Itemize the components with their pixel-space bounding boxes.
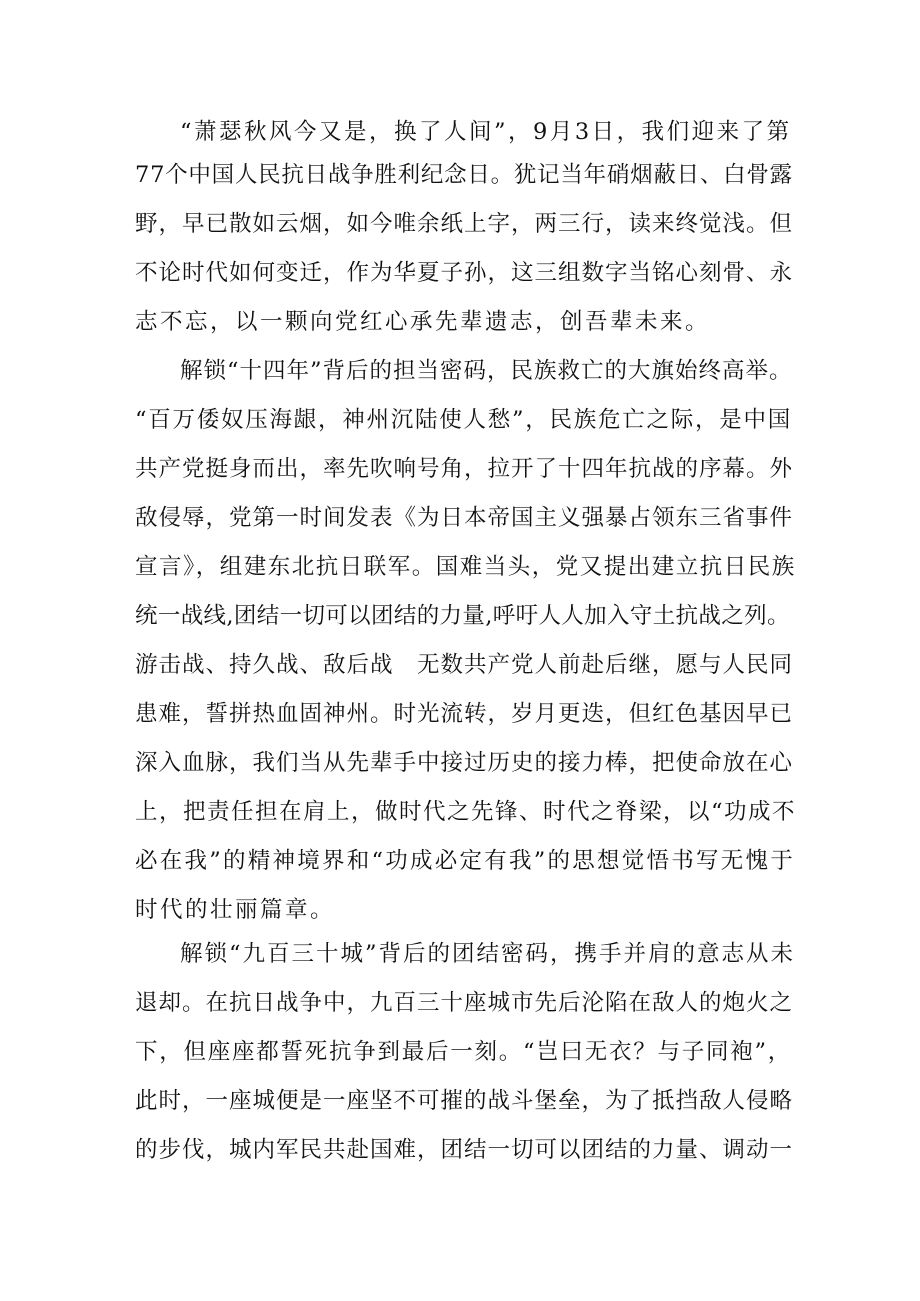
paragraph-1-line-3: 野，早已散如云烟，如今唯余纸上字，两三行，读来终觉浅。但	[135, 211, 794, 237]
paragraph-2-line-9: 深入血脉，我们当从先辈手中接过历史的接力棒，把使命放在心	[135, 750, 794, 776]
paragraph-1-line-2: 77个中国人民抗日战争胜利纪念日。犹记当年硝烟蔽日、白骨露	[135, 162, 793, 188]
paragraph-2-line-11: 必在我”的精神境界和“功成必定有我”的思想觉悟书写无愧于	[135, 848, 796, 874]
paragraph-2-line-3: 共产党挺身而出，率先吹响号角，拉开了十四年抗战的序幕。外	[135, 456, 794, 482]
paragraph-2-line-6: 统一战线,团结一切可以团结的力量,呼吁人人加入守土抗战之列。	[135, 603, 790, 629]
paragraph-2-line-10: 上，把责任担在肩上，做时代之先锋、时代之脊梁，以“功成不	[135, 799, 797, 825]
paragraph-2-line-1: 解锁“十四年”背后的担当密码，民族救亡的大旗始终高举。	[180, 358, 793, 384]
paragraph-3-line-5: 的步伐，城内军民共赴国难，团结一切可以团结的力量、调动一	[135, 1137, 794, 1163]
paragraph-2-line-5: 宣言》，组建东北抗日联军。国难当头，党又提出建立抗日民族	[135, 554, 796, 580]
paragraph-1-line-4: 不论时代如何变迁，作为华夏子孙，这三组数字当铭心刻骨、永	[135, 260, 794, 286]
paragraph-1-line-1: “萧瑟秋风今又是，换了人间”，9月3日，我们迎来了第	[180, 119, 792, 145]
paragraph-3-line-4: 此时，一座城便是一座坚不可摧的战斗堡垒，为了抵挡敌人侵略	[135, 1088, 794, 1114]
paragraph-2-line-7: 游击战、持久战、敌后战 无数共产党人前赴后继，愿与人民同	[135, 652, 794, 678]
paragraph-1-line-5: 志不忘，以一颗向党红心承先辈遗志，创吾辈未来。	[135, 309, 711, 335]
paragraph-2-line-8: 患难，誓拼热血固神州。时光流转，岁月更迭，但红色基因早已	[135, 701, 794, 727]
paragraph-2-line-12: 时代的壮丽篇章。	[135, 897, 336, 923]
paragraph-2-line-2: “百万倭奴压海龈，神州沉陆使人愁”，民族危亡之际，是中国	[135, 407, 793, 433]
paragraph-3-line-1: 解锁“九百三十城”背后的团结密码，携手并肩的意志从未	[180, 941, 796, 967]
paragraph-3-line-2: 退却。在抗日战争中，九百三十座城市先后沦陷在敌人的炮火之	[135, 990, 794, 1016]
paragraph-2-line-4: 敌侵辱，党第一时间发表《为日本帝国主义强暴占领东三省事件	[135, 505, 794, 531]
paragraph-3-line-3: 下，但座座都誓死抗争到最后一刻。“岂曰无衣？与子同袍”，	[135, 1039, 793, 1065]
